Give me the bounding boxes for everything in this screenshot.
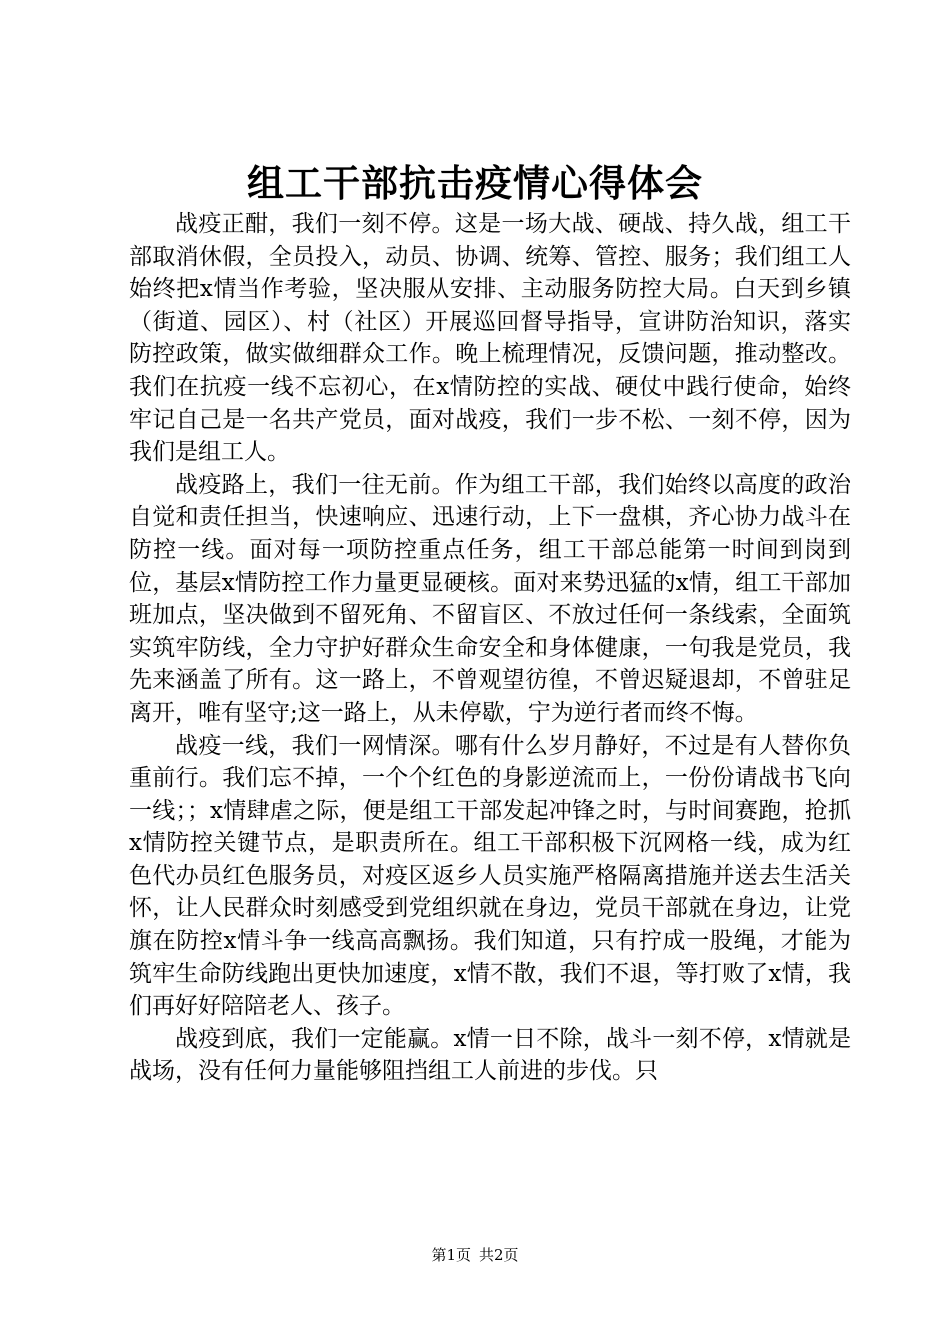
page-number: 第1页 bbox=[431, 1246, 471, 1264]
paragraph-2: 战疫路上，我们一往无前。作为组工干部，我们始终以高度的政治自觉和责任担当，快速响应、迅速行动，上下一盘棋，齐心协力战斗在防控一线。面对每一项防控重点任务，组工干部总能第一时间到岗到位，基层x情防控工作力量更显硬核。面对来势迅猛的x情，组工干部加班加点，坚决做到不留死角、不留盲区、不放过任何一条线索，全面筑实筑牢防线，全力守护好群众生命安全和身体健康，一句我是党员，我先来涵盖了所有。这一路上，不曾观望彷徨，不曾迟疑退却，不曾驻足离开，唯有坚守;这一路上，从未停歇，宁为逆行者而终不悔。 bbox=[129, 471, 851, 726]
document-body bbox=[129, 208, 851, 1088]
page-footer bbox=[0, 1244, 950, 1266]
paragraph-1: 战疫正酣，我们一刻不停。这是一场大战、硬战、持久战，组工干部取消休假，全员投入，动员、协调、统筹、管控、服务；我们组工人始终把x情当作考验，坚决服从安排、主动服务防控大局。白天到乡镇（街道、园区）、村（社区）开展巡回督导指导，宣讲防治知识，落实防控政策，做实做细群众工作。晚上梳理情况，反馈问题，推动整改。我们在抗疫一线不忘初心，在x情防控的实战、硬仗中践行使命，始终牢记自己是一名共产党员，面对战疫，我们一步不松、一刻不停，因为我们是组工人。 bbox=[129, 211, 851, 466]
page-total: 共2页 bbox=[479, 1246, 519, 1264]
paragraph-4: 战疫到底，我们一定能赢。x情一日不除，战斗一刻不停，x情就是战场，没有任何力量能够阻挡组工人前进的步伐。只 bbox=[129, 1025, 851, 1085]
document-title: 组工干部抗击疫情心得体会 bbox=[247, 161, 703, 205]
paragraph-3: 战疫一线，我们一网情深。哪有什么岁月静好，不过是有人替你负重前行。我们忘不掉，一个个红色的身影逆流而上，一份份请战书飞向一线；；x情肆虐之际，便是组工干部发起冲锋之时，与时间赛跑，抢抓x情防控关键节点，是职责所在。组工干部积极下沉网格一线，成为红色代办员红色服务员，对疫区返乡人员实施严格隔离措施并送去生活关怀，让人民群众时刻感受到党组织就在身边，党员干部就在身边，让党旗在防控x情斗争一线高高飘扬。我们知道，只有拧成一股绳，才能为筑牢生命防线跑出更快加速度，x情不散，我们不退，等打败了x情，我们再好好陪陪老人、孩子。 bbox=[129, 732, 851, 1020]
